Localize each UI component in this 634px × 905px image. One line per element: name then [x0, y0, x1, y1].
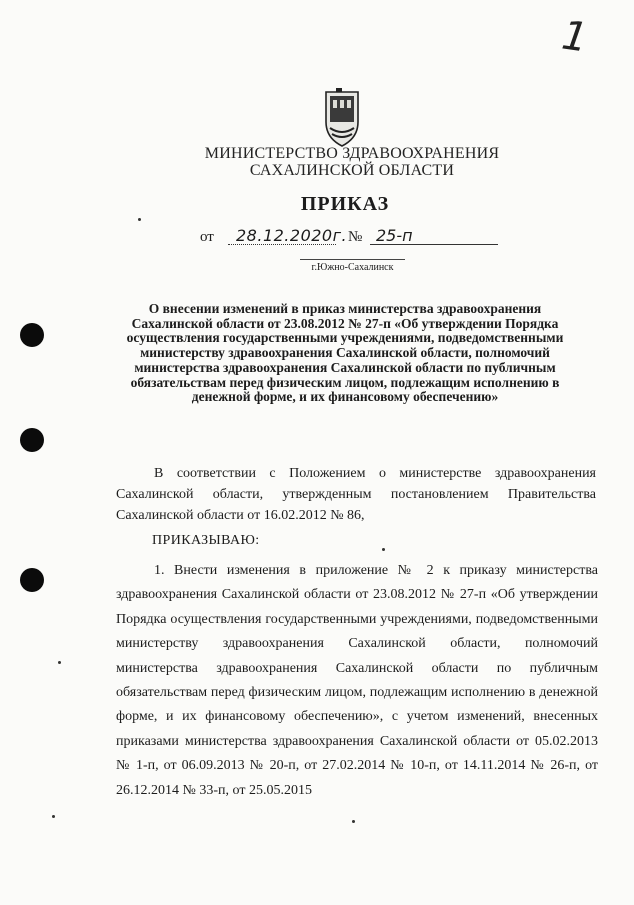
order-title: ПРИКАЗ: [300, 193, 390, 215]
handwritten-page-number: 1: [558, 12, 591, 62]
item-1-paragraph: [116, 559, 598, 803]
ministry-name: [140, 145, 564, 179]
date-prefix: от: [200, 229, 214, 245]
punch-hole: [20, 428, 44, 452]
order-date: 28.12.2020г.: [236, 226, 348, 245]
scan-speck: [52, 815, 55, 818]
order-word: ПРИКАЗЫВАЮ:: [152, 533, 260, 548]
scan-speck: [138, 218, 141, 221]
scan-speck: [58, 661, 61, 664]
preamble-text: В соответствии с Положением о министерстве здравоохранения Сахалинской области, утвержденным постановлением Правительства Сахалинской области от 16.02.2012 № 86,: [116, 466, 596, 523]
order-date-number-line: [200, 226, 530, 251]
ministry-name-line1: МИНИСТЕРСТВО ЗДРАВООХРАНЕНИЯ: [204, 145, 500, 162]
order-subject: О внесении изменений в приказ министерства здравоохранения Сахалинской области от 23.08.2012 № 27-п «Об утверждении Порядка осуществления государственными учреждениями, подведомственными министерству здравоохранения Сахалинской области, полномочий министерства здравоохранения Сахалинской области по публичным обязательствам перед физическим лицом, подлежащим исполнению в денежной форме, и их финансовому обеспечению»: [126, 301, 564, 405]
scan-speck: [352, 820, 355, 823]
item-1-text: 1. Внести изменения в приложение № 2 к приказу министерства здравоохранения Сахалинской области от 23.08.2012 № 27-п «Об утверждении Порядка осуществления государственными учреждениями, подведомственными министерству здравоохранения Сахалинской области, полномочий министерства здравоохранения Сахалинской области по публичным обязательствам перед физическим лицом, подлежащим исполнению в денежной форме, и их финансовому обеспечению», с учетом изменений, внесенных приказами министерства здравоохранения Сахалинской области от 05.02.2013 № 1-п, от 06.09.2013 № 20-п, от 27.02.2014 № 10-п, от 14.11.2014 № 26-п, от 26.12.2014 № 33-п, от 25.05.2015: [116, 563, 598, 798]
scan-speck: [382, 548, 385, 551]
city: г.Южно-Сахалинск: [300, 259, 405, 273]
order-number: 25-п: [376, 226, 413, 245]
coat-of-arms-emblem: [316, 88, 368, 150]
punch-hole: [20, 568, 44, 592]
number-prefix: №: [348, 229, 363, 245]
punch-hole: [20, 323, 44, 347]
preamble-paragraph: [116, 463, 596, 526]
ministry-name-line2: САХАЛИНСКОЙ ОБЛАСТИ: [249, 162, 455, 179]
